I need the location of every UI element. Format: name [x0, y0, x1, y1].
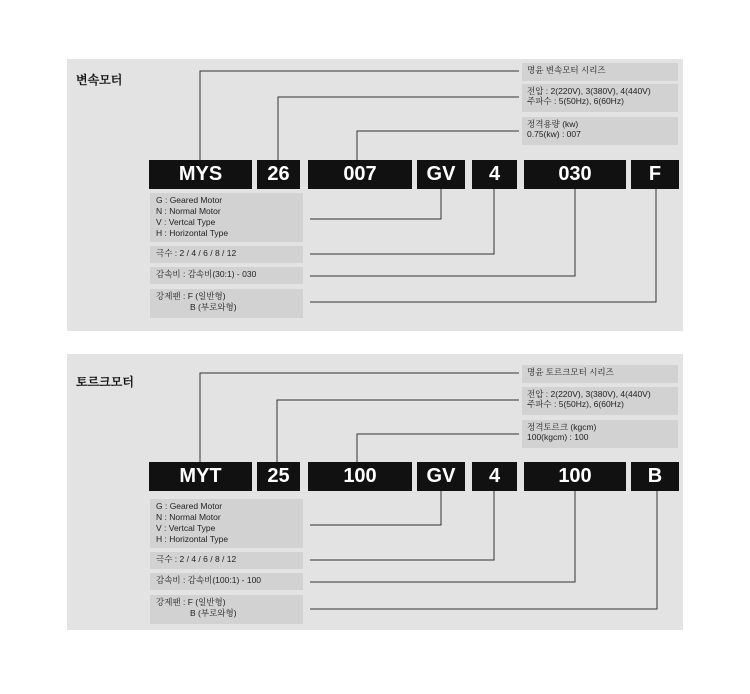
- code-5: 4: [472, 160, 517, 189]
- code-2: 25: [257, 462, 300, 491]
- connector-line: [310, 491, 575, 582]
- voltage-frequency-box: 전압 : 2(220V), 3(380V), 4(440V) 주파수 : 5(50Hz), 6(60Hz): [522, 387, 678, 415]
- cooling-fan-box: 강제팬 : F (일반형) B (부로와형): [150, 595, 303, 624]
- reduction-ratio-box: 감속비 : 감속비(100:1) - 100: [150, 573, 303, 590]
- poles-box: 극수 : 2 / 4 / 6 / 8 / 12: [150, 246, 303, 263]
- torque-motor-panel: [67, 354, 683, 630]
- code-5: 4: [472, 462, 517, 491]
- code-7: B: [631, 462, 679, 491]
- code-2: 26: [257, 160, 300, 189]
- code-series: MYT: [149, 462, 252, 491]
- connector-line: [200, 71, 519, 160]
- voltage-frequency-box: 전압 : 2(220V), 3(380V), 4(440V) 주파수 : 5(50Hz), 6(60Hz): [522, 84, 678, 112]
- poles-box: 극수 : 2 / 4 / 6 / 8 / 12: [150, 552, 303, 569]
- connector-line: [310, 189, 656, 302]
- connector-line: [310, 189, 575, 276]
- connector-line: [277, 400, 519, 462]
- motor-type-box: G : Geared Motor N : Normal Motor V : Vertcal Type H : Horizontal Type: [150, 193, 303, 242]
- code-4: GV: [417, 160, 465, 189]
- code-6: 100: [524, 462, 626, 491]
- connector-line: [310, 189, 441, 219]
- connector-line: [357, 434, 519, 462]
- rated-capacity-box: 정격용량 (kw) 0.75(kw) : 007: [522, 117, 678, 145]
- connector-line: [310, 491, 657, 609]
- panel-title: 토르크모터: [76, 375, 134, 389]
- reduction-ratio-box: 감속비 : 감속비(30:1) - 030: [150, 267, 303, 284]
- motor-type-box: G : Geared Motor N : Normal Motor V : Vertcal Type H : Horizontal Type: [150, 499, 303, 548]
- connector-line: [310, 491, 494, 560]
- connector-line: [357, 131, 519, 160]
- variable-speed-motor-panel: [67, 59, 683, 331]
- series-name-box: 명윤 토르크모터 시리즈: [522, 365, 678, 383]
- panel-title: 변속모터: [76, 73, 123, 87]
- code-series: MYS: [149, 160, 252, 189]
- code-3: 100: [308, 462, 412, 491]
- series-name-box: 명윤 변속모터 시리즈: [522, 63, 678, 81]
- code-7: F: [631, 160, 679, 189]
- code-3: 007: [308, 160, 412, 189]
- rated-torque-box: 정격토르크 (kgcm) 100(kgcm) : 100: [522, 420, 678, 448]
- code-6: 030: [524, 160, 626, 189]
- code-4: GV: [417, 462, 465, 491]
- connector-line: [310, 189, 494, 254]
- connector-line: [200, 373, 519, 462]
- cooling-fan-box: 강제팬 : F (일반형) B (부로와형): [150, 289, 303, 318]
- connector-line: [278, 97, 519, 160]
- connector-line: [310, 491, 441, 525]
